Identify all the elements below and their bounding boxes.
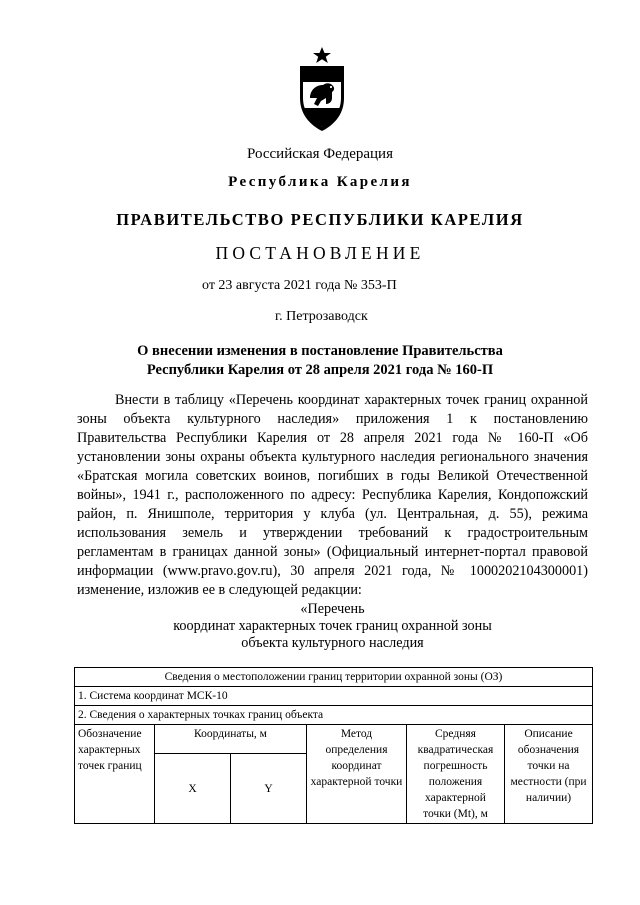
body-paragraph: Внести в таблицу «Перечень координат характерных точек границ охранной зоны объекта культурного наследия» приложения 1 к постановлению Правительства Республики Карелия от 28 апреля 2021 года № 160-П «Об установлении зоны охраны объекта культурного наследия регионального значения «Братская могила советских воинов, погибших в годы Великой Отечественной войны», 1941 г., расположенного по адресу: Республика Карелия, Кондопожский район, п. Янишполе, территория у клуба (ул. Центральная, д. 55), режима использования земель и утверждении требований к градостроительным регламентам в границах данной зоны» (Официальный интернет-портал правовой информации (www.pravo.gov.ru), 30 апреля 2021 года, № 1000202104300001) изменение, изложив ее в следующей редакции: [77,392,588,598]
subject-line-1: О внесении изменения в постановление Правительства [137,343,503,359]
table-row [75,668,593,687]
list-title-line-1: «Перечень [300,601,365,617]
government-title: ПРАВИТЕЛЬСТВО РЕСПУБЛИКИ КАРЕЛИЯ [116,210,524,229]
column-header-description: Описание обозначения точки на местности (при наличии) [505,725,593,824]
document-body [77,391,588,600]
karelia-coat-of-arms-icon [296,46,348,132]
document-dateline: от 23 августа 2021 года № 353-П [202,278,397,293]
country-name: Российская Федерация [247,146,393,162]
column-header-method: Метод определения координат характерной точки [307,725,407,824]
coordinates-table [74,667,593,824]
table-row [75,687,593,706]
column-header-y: Y [231,754,307,824]
table-cell: 2. Сведения о характерных точках границ объекта [75,706,593,725]
table-row [75,725,593,754]
column-header-coordinates: Координаты, м [155,725,307,754]
document-type: ПОСТАНОВЛЕНИЕ [215,243,425,263]
column-header-designation: Обозначение характерных точек границ [75,725,155,824]
subject-line-2: Республики Карелия от 28 апреля 2021 года № 160-П [146,362,494,378]
document-subject [0,342,640,380]
table-row [75,706,593,725]
republic-name: Республика Карелия [228,174,412,190]
column-header-error: Средняя квадратическая погрешность положения характерной точки (Mt), м [407,725,505,824]
table-cell: 1. Система координат МСК-10 [75,687,593,706]
table-header-cell: Сведения о местоположении границ территории охранной зоны (ОЗ) [75,668,593,687]
list-title [77,601,588,652]
list-title-line-3: объекта культурного наследия [241,635,424,651]
column-header-x: X [155,754,231,824]
list-title-line-2: координат характерных точек границ охранной зоны [173,618,492,634]
document-city: г. Петрозаводск [275,309,368,324]
